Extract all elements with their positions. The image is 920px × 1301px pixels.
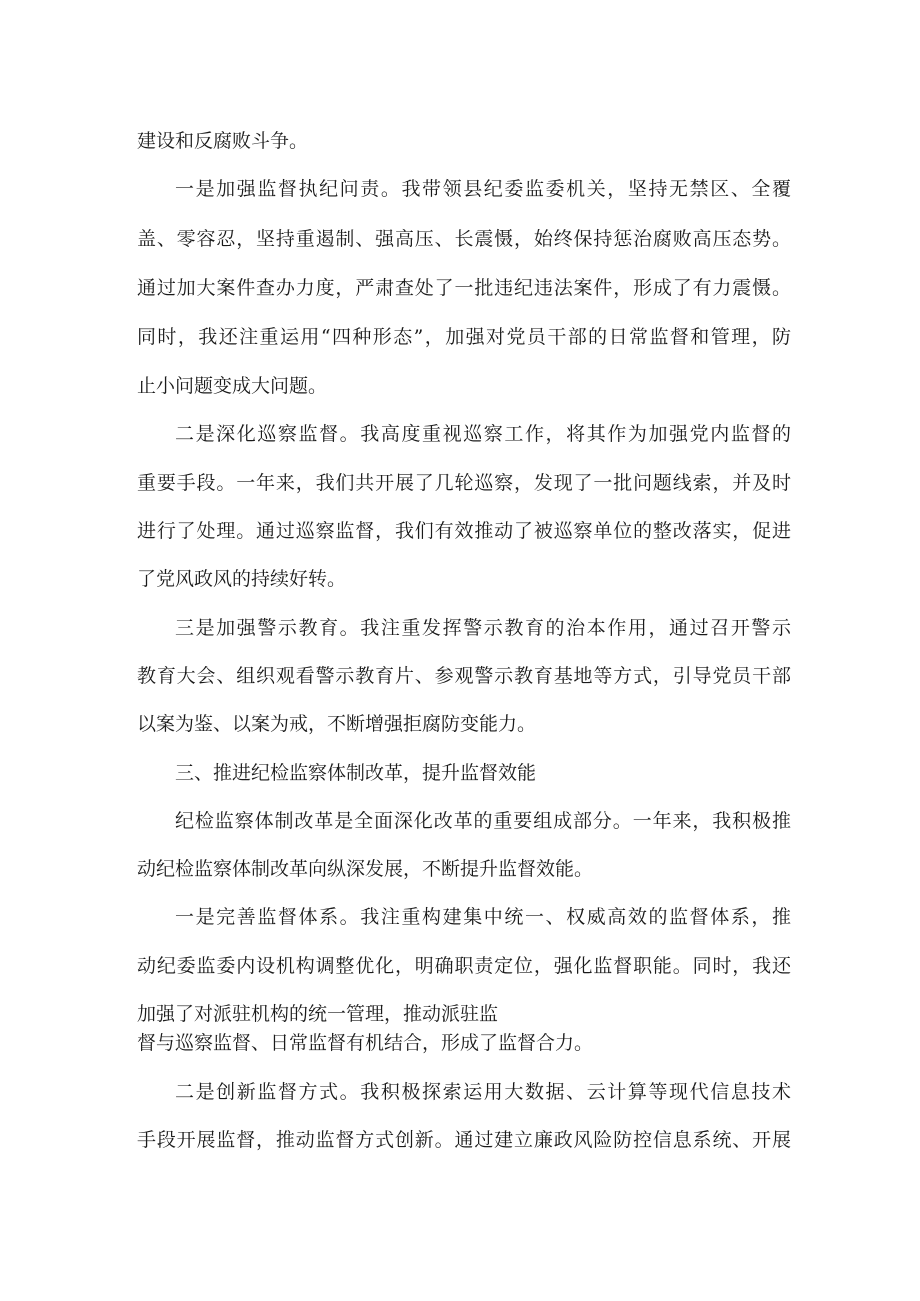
- text-line: 同时，我还注重运用“四种形态”，加强对党员干部的日常监督和管理，防: [137, 326, 791, 348]
- text-line: 一是加强监督执纪问责。我带领县纪委监委机关，坚持无禁区、全覆: [175, 178, 791, 200]
- section-heading: 三、推进纪检监察体制改革，提升监督效能: [175, 762, 537, 784]
- text-line: 三是加强警示教育。我注重发挥警示教育的治本作用，通过召开警示: [175, 617, 791, 639]
- text-line: 盖、零容忍，坚持重遏制、强高压、长震慑，始终保持惩治腐败高压态势。: [137, 228, 791, 250]
- text-line: 了党风政风的持续好转。: [137, 568, 347, 590]
- text-line: 以案为鉴、以案为戒，不断增强拒腐防变能力。: [137, 713, 537, 735]
- text-line: 手段开展监督，推动监督方式创新。通过建立廉政风险防控信息系统、开展: [137, 1129, 791, 1151]
- text-line: 加强了对派驻机构的统一管理，推动派驻监: [137, 1003, 499, 1025]
- text-line: 动纪委监委内设机构调整优化，明确职责定位，强化监督职能。同时，我还: [137, 955, 791, 977]
- text-line: 纪检监察体制改革是全面深化改革的重要组成部分。一年来，我积极推: [175, 810, 791, 832]
- text-line: 一是完善监督体系。我注重构建集中统一、权威高效的监督体系，推: [175, 906, 791, 928]
- text-line: 督与巡察监督、日常监督有机结合，形成了监督合力。: [137, 1032, 594, 1054]
- text-line: 建设和反腐败斗争。: [137, 130, 309, 152]
- text-line: 通过加大案件查办力度，严肃查处了一批违纪违法案件，形成了有力震慑。: [137, 277, 791, 299]
- text-line: 止小问题变成大问题。: [137, 375, 328, 397]
- text-line: 进行了处理。通过巡察监督，我们有效推动了被巡察单位的整改落实，促进: [137, 520, 791, 542]
- text-line: 二是创新监督方式。我积极探索运用大数据、云计算等现代信息技术: [175, 1081, 791, 1103]
- text-line: 重要手段。一年来，我们共开展了几轮巡察，发现了一批问题线索，并及时: [137, 472, 791, 494]
- text-line: 教育大会、组织观看警示教育片、参观警示教育基地等方式，引导党员干部: [137, 665, 791, 687]
- text-line: 动纪检监察体制改革向纵深发展，不断提升监督效能。: [137, 858, 594, 880]
- text-line: 二是深化巡察监督。我高度重视巡察工作，将其作为加强党内监督的: [175, 423, 791, 445]
